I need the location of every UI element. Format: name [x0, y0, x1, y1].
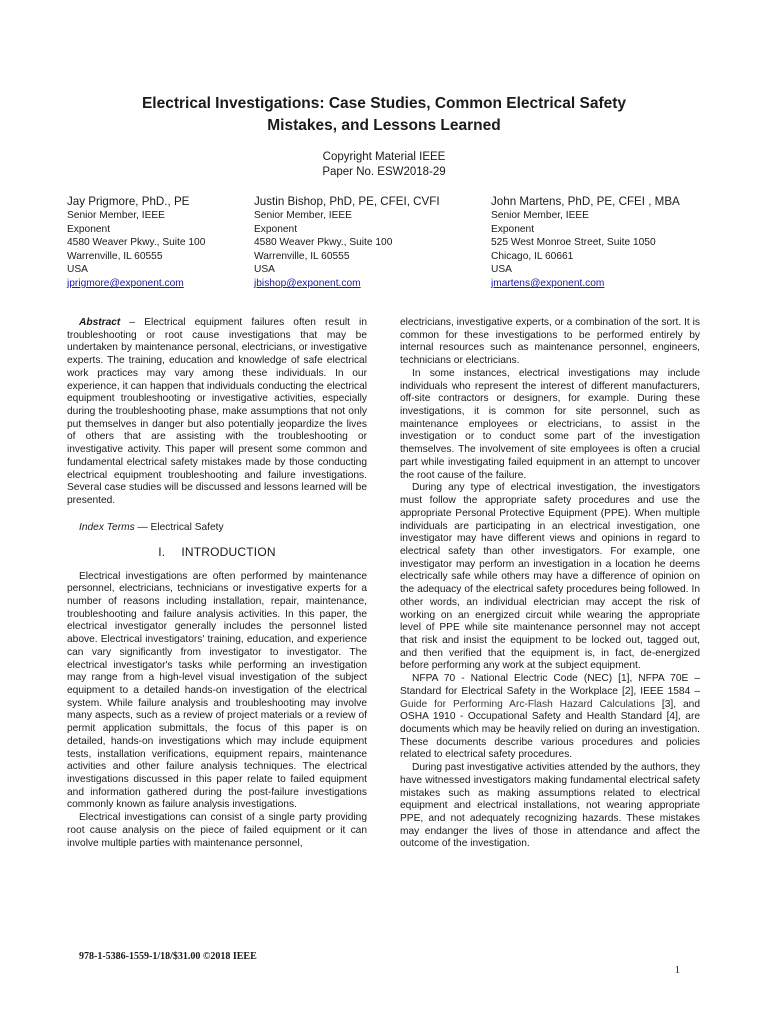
author-name: Jay Prigmore, PhD., PE: [67, 195, 190, 208]
author-membership: Senior Member, IEEE: [491, 210, 589, 221]
abstract-text: – Electrical equipment failures often result in troubleshooting or root cause investigations that may be undertaken by maintenance personal, electricians, or investigative experts. The training, education and knowledge of safe electrical work practices may vary among these individuals. In our experience, it can happen that individuals conducting the electrical equipment troubleshooting or investigative activities, especially during the troubleshooting phase, make assumptions that not only put themselves in danger but also potentially jeopardize the lives of others that are assisting with the troubleshooting or investigative activity. This paper will present some common and fundamental electrical safety mistakes made by those conducting electrical equipment troubleshooting and failure investigations. Several case studies will be discussed and lessons learned will be presented.: [67, 317, 367, 507]
left-column: [67, 317, 367, 850]
footer-isbn: 978-1-5386-1559-1/18/$31.00 ©2018 IEEE: [79, 951, 257, 962]
author-org: Exponent: [67, 223, 111, 235]
body-paragraph: electricians, investigative experts, or a combination of the sort. It is common for these investigations to be performed entirely by internal resources such as maintenance personnel, engineers, technicians or electricians.: [400, 317, 700, 367]
section-number: I.: [158, 544, 166, 559]
title-line-2: Mistakes, and Lessons Learned: [267, 117, 501, 134]
author-name: John Martens, PhD, PE, CFEI , MBA: [491, 195, 680, 208]
intro-paragraph: Electrical investigations can consist of a single party providing root cause analysis on the piece of failed equipment or it can involve multiple parties with maintenance personnel,: [67, 812, 367, 849]
standards-paragraph: [400, 673, 700, 762]
author-city: Warrenville, IL 60555: [67, 250, 163, 262]
page-number: 1: [674, 965, 680, 976]
author-country: USA: [254, 264, 275, 276]
author-city: Warrenville, IL 60555: [254, 250, 350, 262]
author-street: 4580 Weaver Pkwy., Suite 100: [67, 237, 206, 249]
author-block-2: [254, 194, 440, 291]
title-line-1: Electrical Investigations: Case Studies, Common Electrical Safety: [141, 95, 627, 112]
author-city: Chicago, IL 60661: [491, 250, 574, 262]
author-block-1: [67, 194, 205, 291]
author-name: Justin Bishop, PhD, PE, CFEI, CVFI: [254, 195, 440, 208]
standards-text: NFPA 70 - National Electric Code (NEC) [1], NFPA 70E – Standard for Electrical Safety in the Workplace [2], IEEE 1584 –: [400, 673, 700, 697]
author-org: Exponent: [491, 223, 535, 235]
abstract-label: Abstract: [79, 317, 121, 328]
author-membership: Senior Member, IEEE: [67, 210, 165, 221]
right-column: [400, 317, 700, 851]
author-membership: Senior Member, IEEE: [254, 210, 352, 221]
author-email-link[interactable]: jbishop@exponent.com: [254, 277, 361, 289]
section-title: INTRODUCTION: [181, 544, 276, 559]
index-terms-label: Index Terms: [79, 521, 135, 533]
body-paragraph: During past investigative activities attended by the authors, they have witnessed investigators making fundamental electrical safety mistakes such as making assumptions related to electrical equipment and electrical installations, not wearing appropriate PPE, and not adequately recognizing hazards. These mistakes may endanger the lives of those in attendance and affect the outcome of the investigation.: [400, 762, 700, 850]
section-heading: [67, 545, 367, 559]
abstract-paragraph: [67, 317, 367, 508]
paper-number: Paper No. ESW2018-29: [322, 165, 446, 178]
guide-title: Guide for Performing Arc-Flash Hazard Calculations: [400, 698, 655, 710]
author-country: USA: [491, 264, 512, 276]
index-terms-text: — Electrical Safety: [134, 521, 224, 533]
author-street: 525 West Monroe Street, Suite 1050: [491, 237, 656, 249]
copyright-line: Copyright Material IEEE: [322, 151, 446, 163]
index-terms: [67, 522, 367, 535]
copyright-block: [184, 150, 584, 179]
body-paragraph: During any type of electrical investigation, the investigators must follow the appropriate safety procedures and use the appropriate Personal Protective Equipment (PPE). When multiple individuals are participating in an electrical investigation, one investigator may have different views and opinions in regard to electrical safety than other investigators. For example, one investigator may perform an investigation in a location he deems electrically safe while others may have a difference of opinion on the adequacy of the electrical safety procedures being followed. In other words, an individual electrician may accept the risk of working on an energized circuit while wearing the appropriate level of PPE while site maintenance personnel may not accept that risk and insist the equipment to be locked out, tagged out, and then verified that the equipment is, in fact, de-energized before performing any work at the subject equipment.: [400, 482, 700, 672]
paper-title: [60, 93, 708, 137]
author-block-3: [491, 194, 680, 291]
author-org: Exponent: [254, 223, 298, 235]
body-paragraph: In some instances, electrical investigations may include individuals who represent the interest of different manufacturers, off-site contractors or designers, for example. During these investigations, it is common for site personnel, such as maintenance employees or electricians, to assist in the investigation or to conduct some part of the investigation themselves. The involvement of site employees is often a crucial part while investigating failed equipment in an attempt to uncover the root cause of the failure.: [400, 367, 700, 481]
intro-paragraph: Electrical investigations are often performed by maintenance personnel, electricians, technicians or investigative experts for a number of reasons including installation, repair, maintenance, troubleshooting and failure analysis activities. In this paper, the electrical investigator generally includes the personnel listed above. Electrical investigators' training, education, and experience can vary significantly from investigator to investigator. The electrical investigator's tasks while performing an investigation may range from a high-level visual investigation of the subject equipment to a detailed hands-on investigation of the electrical system. While failure analysis and troubleshooting may involve many aspects, such as a review of project materials or a review of permit application submittals, the focus of this paper is on detailed, hands-on investigations which may include equipment tests, installation verifications, equipment repairs, maintenance activities and other failure analysis techniques. The electrical investigations discussed in this paper relate to failed equipment and information gathered during the post-failure investigations commonly known as failure analysis investigations.: [67, 570, 367, 811]
standards-text: [3], and OSHA 1910 - Occupational Safety and Health Standard [4], are documents which may be heavily relied on during an investigation. These documents describe various procedures and policies related to electrical safety procedures.: [400, 698, 700, 761]
author-email-link[interactable]: jmartens@exponent.com: [491, 277, 605, 289]
author-country: USA: [67, 264, 88, 276]
author-email-link[interactable]: jprigmore@exponent.com: [67, 277, 184, 289]
author-street: 4580 Weaver Pkwy., Suite 100: [254, 237, 393, 249]
